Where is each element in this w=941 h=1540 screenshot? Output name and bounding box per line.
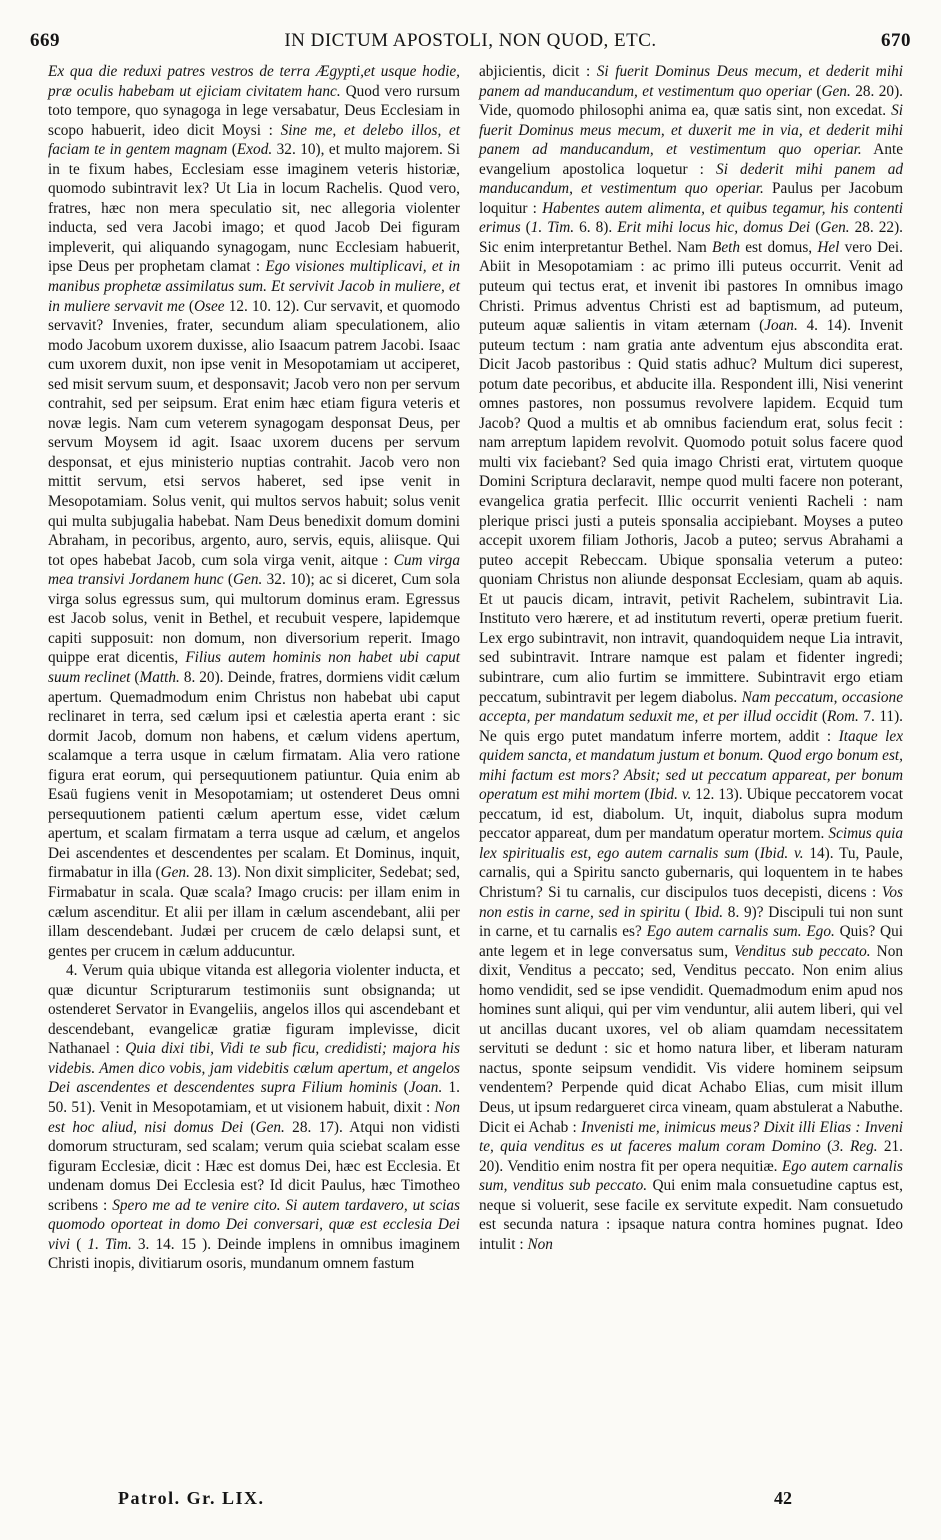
body-text: (: [520, 219, 531, 237]
body-text: (: [243, 1118, 256, 1136]
body-text: (: [820, 1138, 833, 1156]
italic-text: Gen.: [255, 1118, 285, 1136]
italic-text: Ego visiones multiplicavi, et in manibus prophetæ assimilatus sum. Et servivit Jacob in muliere, et in muliere servavit me: [48, 258, 460, 315]
signature-mark: Patrol. Gr. LIX.: [118, 1488, 265, 1508]
body-text: 21. 20). Venditio enim nostra fit per opera nequitiæ.: [479, 1138, 903, 1175]
right-column: [479, 62, 903, 1254]
paragraph: [48, 961, 460, 1274]
body-text: Quis? Qui ante legem et in lege conversatus sum,: [479, 923, 903, 960]
italic-text: Non est hoc aliud, nisi domus Dei: [48, 1098, 460, 1136]
body-text: 12. 13). Ubique peccatorem vocat peccatum, id est, diabolum. Ut, inquit, diabolus supra modum peccator appareat, dum per mandatum operatur mortem.: [479, 786, 903, 843]
body-text: Qui enim mala consuetudine captus est, neque si voluerit, sese facile ex servitute expedit. Nam consuetudo est secunda natura : ipsaque natura contra homines pugnat. Ideo intulit :: [479, 1177, 904, 1253]
body-text: (: [680, 903, 695, 921]
italic-text: Osee: [193, 297, 225, 315]
page-footer: [0, 1488, 941, 1518]
sheet-number: 42: [774, 1488, 792, 1508]
body-text: Ante evangelium apostolica loquetur :: [479, 141, 904, 178]
body-text: (: [811, 82, 822, 100]
italic-text: Si fuerit Dominus meus mecum, et duxerit me in via, et dederit mihi panem ad manducandum, et vestimentum quo operiar.: [479, 102, 903, 159]
italic-text: Cum virga mea transivi Jordanem hunc: [48, 551, 460, 589]
body-text: 32. 10), et multo majorem. Si in te fixum habes, Ecclesiam esse imaginem veteris historiæ, quomodo subintravit lex? Ut Lia in locum Rachelis. Quod vero, fratres, hæc non mera speculatio sit, nec allegoria violenter inducta, sed vera Jacobi imago; et quod Jacob Dei figuram impleverit, qui aliquando synagogam, nunc Ecclesiam habuerit, ipse Deus per prophetam clamat :: [48, 141, 461, 276]
italic-text: Joan.: [408, 1079, 443, 1097]
body-text: (: [223, 571, 233, 589]
italic-text: Ibid. v.: [759, 844, 804, 862]
italic-text: Ego autem carnalis sum, venditus sub peccato.: [479, 1157, 903, 1195]
body-text: abjicientis, dicit :: [479, 63, 597, 80]
body-text: Quod vero rursum toto tempore, quo synagoga in lege versabatur, Deus Ecclesiam in scopo habuerit, ideo dicit Moysi :: [48, 82, 461, 139]
italic-text: 1. Tim.: [87, 1235, 132, 1253]
italic-text: Invenisti me, inimicus meus? Dixit illi Elias : Inveni te, quia venditus es ut faceres malum coram Domino: [479, 1118, 903, 1156]
paragraph: [48, 62, 460, 961]
body-text: 28. 13). Non dixit simpliciter, Sedebat; sed, Firmabatur in scala. Quæ scala? Imago crucis: per illam enim in cælum ascenditur. Et alii per illam in cælum ascendebant, alii per illam descendebant. Judæi per crucem de cælo delapsi sunt, et gentes per crucem in cælum adducuntur.: [48, 864, 460, 960]
body-text: vero Dei. Abiit in Mesopotamiam : ac primo illi puteus occurrit. Venit ad puteum qui tectus erat, et invenit ibi pastores In omnibus imago Christi. Primus adventus Christi est ad baptismum, ad puteum, puteum aquæ salientis in vitam æternam (: [479, 238, 903, 335]
italic-text: Ego autem carnalis sum. Ego.: [646, 923, 835, 941]
italic-text: Exod.: [236, 141, 273, 159]
italic-text: Matth.: [139, 668, 180, 686]
body-text: (: [748, 844, 760, 862]
body-text: (: [817, 708, 827, 726]
italic-text: Itaque lex quidem sancta, et mandatum justum et bonum. Quod ergo bonum est, mihi factum est mors? Absit; sed ut peccatum appareat, per bonum operatum est mihi mortem: [479, 727, 903, 804]
running-header: [28, 30, 913, 60]
italic-text: Ibid. v.: [649, 786, 692, 804]
body-text: 8. 9)? Discipuli tui non sunt in carne, et tu carnalis es?: [479, 903, 903, 941]
italic-text: Gen.: [820, 219, 850, 237]
italic-text: Nam peccatum, occasione accepta, per mandatum seduxit me, et per illud occidit: [479, 688, 903, 726]
italic-text: 1. Tim.: [530, 219, 575, 237]
body-text: 4. Verum quia ubique vitanda est allegoria violenter inducta, et quæ dicuntur Scripturarum testimoniis sunt obsignanda; ut ostenderet Servator in Evangeliis, angelos illos qui ascendebant et descendebant, evangelicæ gratiæ figuram implevisse, dicit Nathanael :: [48, 962, 460, 1058]
italic-text: Gen.: [233, 571, 263, 589]
italic-text: 3. Reg.: [832, 1138, 878, 1156]
body-text: (: [184, 297, 194, 315]
body-text: 6. 8).: [574, 219, 618, 237]
body-text: (: [70, 1235, 88, 1253]
italic-text: Rom.: [827, 708, 859, 726]
body-text: (: [227, 141, 237, 159]
page-number-right: 670: [881, 30, 911, 51]
body-text: (: [810, 219, 821, 237]
italic-text: Si dederit mihi panem ad manducandum, et vestimentum quo operiar.: [479, 160, 903, 198]
italic-text: Scimus quia lex spiritualis est, ego autem carnalis sum: [479, 825, 904, 862]
italic-text: Ibid.: [694, 903, 724, 921]
body-text: 28. 20). Vide, quomodo philosophi anima ea, quæ satis sint, non excedat.: [479, 82, 903, 120]
body-text: 8. 20). Deinde, fratres, dormiens vidit cælum apertum. Quemadmodum enim Christus non habebat ubi caput reclinaret in terra, sed cælum ipsi et cælestia aperta erant : sic dormit Jacob, domum non habens, et cælum videns apertum, scalamque a terra usque in cælum firmatam. Alia vero ratione figura erat eorum, qui persequutionem patiuntur. Quia enim ab Esaü fugiens venit in Mesopotamiam; ut ostenderet Deus omni persequutionem patienti cælum apertum esse, videt cælum apertum, et scalam firmatam a terra usque ad cælum, et angelos Dei ascendentes et descendentes per scalam. Et Dominus, inquit, firmabatur in illa (: [48, 668, 461, 882]
body-text: 3. 14. 15 ). Deinde implens in omnibus imaginem Christi inopis, divitiarum osoris, mundanum omnem fastum: [48, 1235, 460, 1273]
italic-text: Venditus sub peccato.: [734, 942, 871, 960]
body-text: 14). Tu, Paule, carnalis, qui a Spiritu sancto gubernaris, qui loquentem in te habes Christum? Si tu carnalis, cur discipulos tuos decepisti, dicens :: [479, 844, 904, 901]
running-title: IN DICTUM APOSTOLI, NON QUOD, ETC.: [284, 30, 657, 51]
left-column: [48, 62, 460, 1274]
paragraph: [479, 62, 903, 1254]
italic-text: Sine me, et delebo illos, et faciam te in gentem magnam: [48, 121, 460, 159]
body-text: 28. 17). Atqui non vidisti domorum structuram, sed scalam; verum quia sciebat scalam esse figuram Ecclesiæ, dicit : Hæc est domus Dei, hæc est Ecclesia. Et undenam domus Dei Ecclesia est? Id dicit Paulus, hæc Timotheo scribens :: [48, 1118, 460, 1214]
italic-text: Gen.: [160, 864, 190, 882]
italic-text: Ex qua die reduxi patres vestros de terra Ægypti,et usque hodie, præ oculis habebam ut ejiciam civitatem hanc.: [48, 63, 460, 100]
body-text: 28. 22). Sic enim interpretantur Bethel. Nam: [479, 219, 903, 256]
body-text: Paulus per Jacobum loquitur :: [479, 180, 903, 217]
body-text: (: [397, 1079, 409, 1097]
body-text: Non dixit, Venditus a peccato; sed, Venditus peccato. Non enim alius homo vendidit, sed se ipse vendidit. Quemadmodum enim apud nos homines sunt aliqui, qui per vim venduntur, alii autem liberi, qui vel ut ancillas ducant uxores, vel ob aliam quamdam necessitatem servituti se dedunt : sic et homo natura liber, et liberam naturam nactus, sponte seipsum vendidit. Vis videre hominem seipsum vendentem? Perpende quid dicat Achabo Elias, cum misit illum Deus, ut ipsum redargueret circa vineam, quam abstulerat a Nabuthe. Dicit ei Achab :: [479, 942, 904, 1136]
italic-text: Filius autem hominis non habet ubi caput suum reclinet: [48, 649, 460, 686]
body-text: 32. 10); ac si diceret, Cum sola virga solus egressus sum, qui multorum dominus eram. Egressus est Jacob solus, venit in Bethel, et recubuit vespere, lapidemque capiti supposuit: non domum, non diversorium reperit. Imago quippe erat dicentis,: [48, 571, 461, 667]
italic-text: Non: [527, 1235, 553, 1253]
body-text: (: [640, 786, 650, 804]
body-text: est domus,: [740, 238, 818, 256]
body-text: 4. 14). Invenit puteum tectum : nam gratia ante adventum ejus abscondita erat. Dicit Jacob pastoribus : Quid statis adhuc? Multum dici superest, potum date pecoribus, et abducite illa. Respondent illi, Nisi venerint omnes pastores, non possumus revolvere lapidem. Ecquid tum Jacob? Quod a multis et ab omnibus faciendum erat, solus fecit : nam arreptum lapidem revolvit. Quomodo potuit solus facere quod multi vix faciebant? Sed quia imago Christi erat, virtutem quoque Domini Scriptura declaravit, nempe quod multi facere non poterant, evangelica gratia perfecit. Illic occurrit venienti Racheli : nam plerique prisci justi a puteis sponsalia accipiebant. Moyses a puteo accepit uxorem filiam Jothoris, Jacob a puteo; servus Abrahami a puteo accepit Rebeccam. Ubique sponsalia veterum a puteo: quoniam Christus non aliunde desponsat Ecclesiam, quam ab aquis. Et ut paucis dicam, intravit, petivit Rachelem, subintravit Lia. Instituto vero hærere, et ad institutum reverti, operæ pretium fuerit. Lex ergo subintravit, non intravit, quandoquidem neque Lia intravit, sed subintravit. Intrare namque est palam et fidenter ingredi; subintrare, cum alio furtim se immittere. Subintravit ergo etiam peccatum, subintravit per legem diabolus.: [479, 317, 903, 706]
italic-text: Erit mihi locus hic, domus Dei: [617, 219, 811, 237]
italic-text: Si fuerit Dominus Deus mecum, et dederit mihi panem ad manducandum, et vestimentum quo operiar: [479, 63, 903, 100]
body-text: (: [130, 668, 140, 686]
italic-text: Spero me ad te venire cito. Si autem tardavero, ut scias quomodo oporteat in domo Dei conversari, quæ est ecclesia Dei vivi: [48, 1196, 460, 1253]
body-text: 1. 50. 51). Venit in Mesopotamiam, et ut visionem habuit, dixit :: [48, 1079, 461, 1116]
italic-text: Joan.: [764, 317, 798, 335]
page-number-left: 669: [30, 30, 60, 51]
body-text: 7. 11). Ne quis ergo putet mandatum inferre mortem, addit :: [479, 708, 903, 745]
body-text: 12. 10. 12). Cur servavit, et quomodo servavit? Invenies, frater, secundum aliam speculationem, alio modo Jacobum uxorem duxisse, alio Isaacum patrem Jacobi. Isaac cum uxorem duxit, non ipse venit in Mesopotamiam ut acciperet, sed misit servum suum, et desponsavit; Jacob vero non per servum contrahit, sed per seipsum. Erat enim hæc etiam figura veteris et novæ legis. Nam cum veterem synagogam desponsat Deus, per servum Moysem id agit. Isaac uxorem ducens per servum desponsat, et ejus ministerio nuptias contrahit. Jacob vero non mittit servum, etsi servos haberet, sed ipse venit in Mesopotamiam. Solus venit, qui multos servos habuit; solus venit qui multa subjugalia habebat. Nam Deus benedixit domum domini Abraham, in pecoribus, argento, auro, servis, equis, aliisque. Qui tot opes habebat Jacob, cum sola virga venit, aitque :: [48, 297, 460, 569]
italic-text: Gen.: [821, 82, 851, 100]
italic-text: Quia dixi tibi, Vidi te sub ficu, credidisti; majora his videbis. Amen dico vobis, jam videbitis cælum apertum, et angelos Dei ascendentes et descendentes supra Filium hominis: [48, 1040, 460, 1097]
italic-text: Habentes autem alimenta, et quibus tegamur, his contenti erimus: [479, 199, 903, 237]
italic-text: Hel: [817, 238, 840, 256]
italic-text: Vos non estis in carne, sed in spiritu: [479, 883, 903, 921]
italic-text: Beth: [712, 238, 741, 256]
